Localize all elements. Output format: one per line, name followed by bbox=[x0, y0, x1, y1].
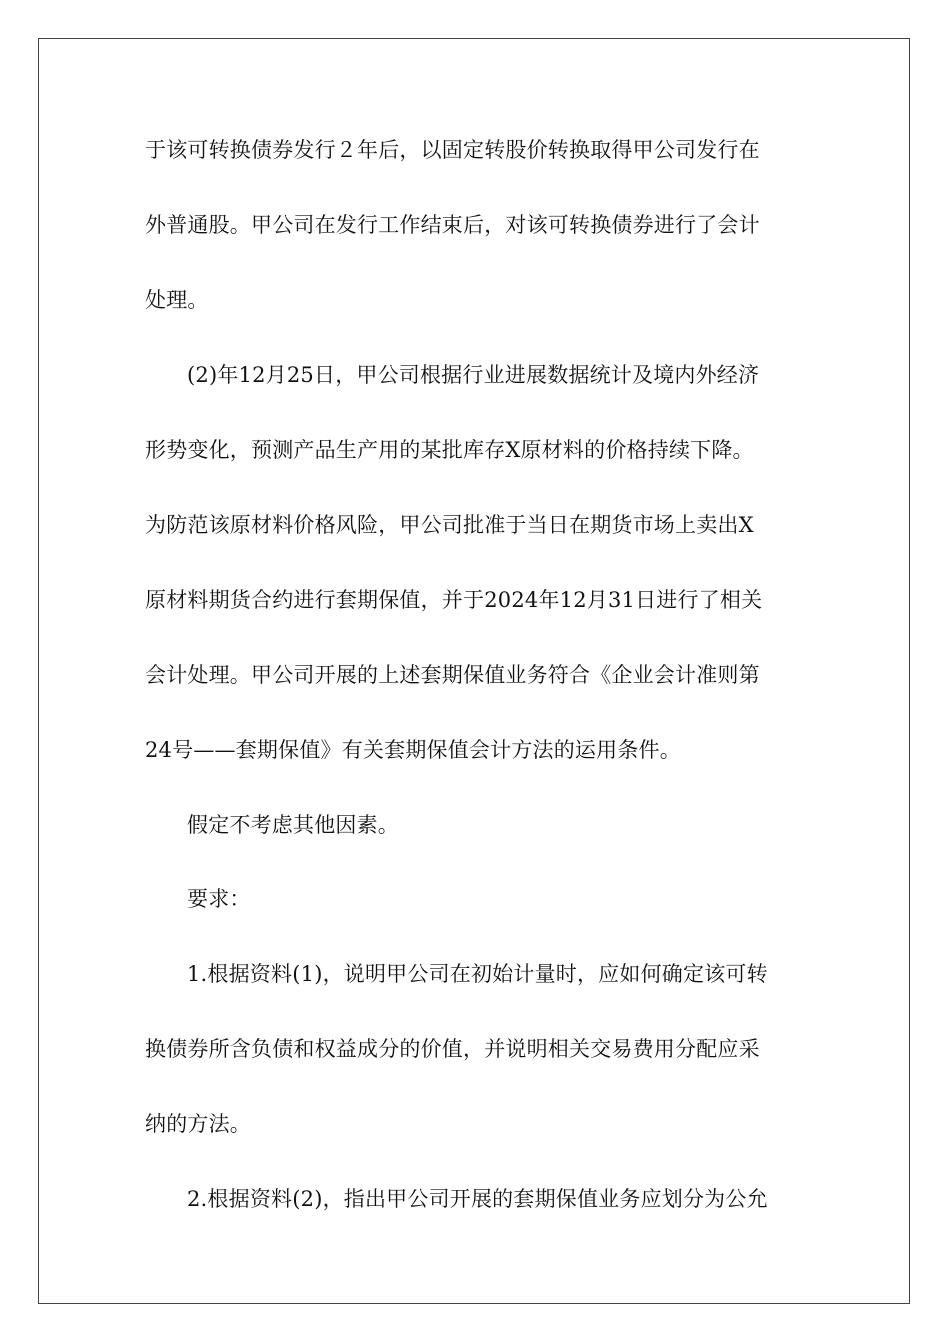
text-line-6: 为防范该原材料价格风险，甲公司批准于当日在期货市场上卖出X bbox=[145, 513, 754, 537]
text-line-12: 1.根据资料(1)，说明甲公司在初始计量时，应如何确定该可转 bbox=[187, 962, 768, 986]
text-line-10: 假定不考虑其他因素。 bbox=[187, 813, 399, 837]
text-line-1: 于该可转换债券发行２年后，以固定转股价转换取得甲公司发行在 bbox=[145, 138, 760, 162]
text-line-15: 2.根据资料(2)，指出甲公司开展的套期保值业务应划分为公允 bbox=[187, 1187, 768, 1211]
text-line-14: 纳的方法。 bbox=[145, 1112, 251, 1136]
text-line-11: 要求： bbox=[187, 887, 251, 911]
text-line-3: 处理。 bbox=[145, 288, 209, 312]
text-line-13: 换债券所含负债和权益成分的价值，并说明相关交易费用分配应采 bbox=[145, 1037, 760, 1061]
text-line-5: 形势变化，预测产品生产用的某批库存X原材料的价格持续下降。 bbox=[145, 438, 754, 462]
text-line-4: (2)年12月25日，甲公司根据行业进展数据统计及境内外经济 bbox=[187, 363, 760, 387]
text-line-2: 外普通股。甲公司在发行工作结束后，对该可转换债券进行了会计 bbox=[145, 213, 760, 237]
text-line-8: 会计处理。甲公司开展的上述套期保值业务符合《企业会计准则第 bbox=[145, 663, 760, 687]
text-line-9: 24号——套期保值》有关套期保值会计方法的运用条件。 bbox=[145, 738, 681, 762]
text-line-7: 原材料期货合约进行套期保值，并于2024年12月31日进行了相关 bbox=[145, 588, 763, 612]
